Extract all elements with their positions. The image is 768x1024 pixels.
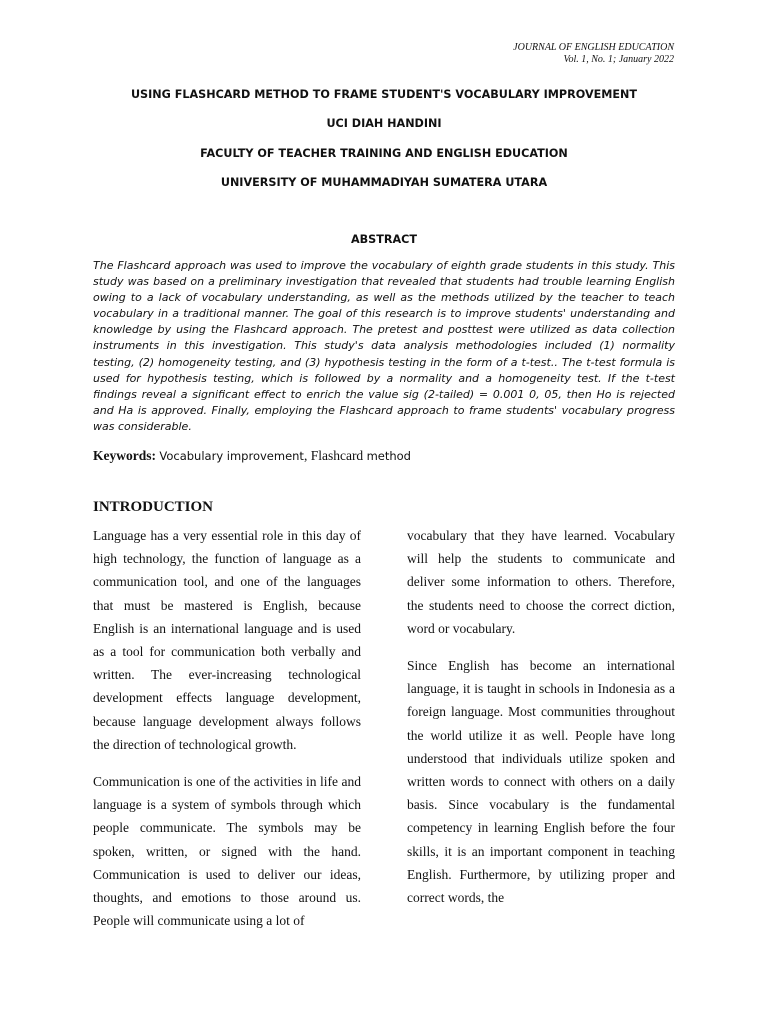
right-column — [407, 524, 675, 909]
introduction-heading: INTRODUCTION — [93, 499, 214, 515]
intro-paragraph: Language has a very essential role in this day of high technology, the function of language as a communication tool, and one of the languages that must be mastered is English, because English is an international language and is used as a tool for communication both verbally and written. The ever-increasing technological development effects language development, because language development always follows the direction of technological growth. — [93, 528, 361, 752]
keywords-label: Keywords: — [93, 448, 156, 463]
paper-author: UCI DIAH HANDINI — [326, 117, 442, 130]
intro-paragraph: Communication is one of the activities in life and language is a system of symbols through which people communicate. The symbols may be spoken, written, or signed with the hand. Communication is used to deliver our ideas, thoughts, and emotions to those around us. People will communicate using a lot of — [93, 774, 361, 929]
abstract-text: The Flashcard approach was used to improve the vocabulary of eighth grade students in this study. This study was based on a preliminary investigation that revealed that students had trouble learning English owing to a lack of vocabulary understanding, as well as the methods utilized by the teacher to teach vocabulary in a traditional manner. The goal of this research is to improve students' understanding and knowledge by using the Flashcard approach. The pretest and posttest were utilized as data collection instruments in this investigation. This study's data analysis methodologies included (1) normality testing, (2) homogeneity testing, and (3) hypothesis testing in the form of a t-test.. The t-test formula is used for hypothesis testing, which is followed by a normality and a homogeneity test. If the t-test findings reveal a significant effect to enrich the value sig (2-tailed) = 0.001 0, 05, then Ho is rejected and Ha is approved. Finally, employing the Flashcard approach to frame students' vocabulary progress was considerable. — [93, 259, 675, 433]
keywords-line — [93, 448, 411, 464]
paragraph-gap — [407, 640, 675, 654]
paper-university: UNIVERSITY OF MUHAMMADIYAH SUMATERA UTARA — [220, 176, 548, 189]
journal-issue: Vol. 1, No. 1; January 2022 — [563, 54, 674, 65]
journal-header — [513, 42, 674, 66]
paper-faculty: FACULTY OF TEACHER TRAINING AND ENGLISH EDUCATION — [200, 147, 568, 160]
keyword-term-1: Vocabulary improvement — [159, 449, 304, 463]
paper-title: USING FLASHCARD METHOD TO FRAME STUDENT'S VOCABULARY IMPROVEMENT — [130, 88, 638, 101]
intro-paragraph: vocabulary that they have learned. Vocabulary will help the students to communicate and deliver some information to others. Therefore, the students need to choose the correct diction, word or vocabulary. — [407, 528, 675, 636]
keyword-separator: , — [303, 448, 308, 463]
paragraph-gap — [93, 756, 361, 770]
keyword-term-2a: Flashcard — [310, 448, 364, 463]
left-column — [93, 524, 361, 932]
intro-paragraph: Since English has become an international language, it is taught in schools in Indonesia as a foreign language. Most communities throughout the world utilize it as well. People have long understood that individuals utilize spoken and written words to connect with others on a daily basis. Since vocabulary is the fundamental competency in learning English before the four skills, it is an important component in teaching English. Furthermore, by utilizing proper and correct words, the — [407, 658, 675, 906]
abstract-heading: ABSTRACT — [351, 233, 417, 246]
journal-name: JOURNAL OF ENGLISH EDUCATION — [513, 42, 674, 53]
keyword-term-2b: method — [366, 449, 411, 463]
